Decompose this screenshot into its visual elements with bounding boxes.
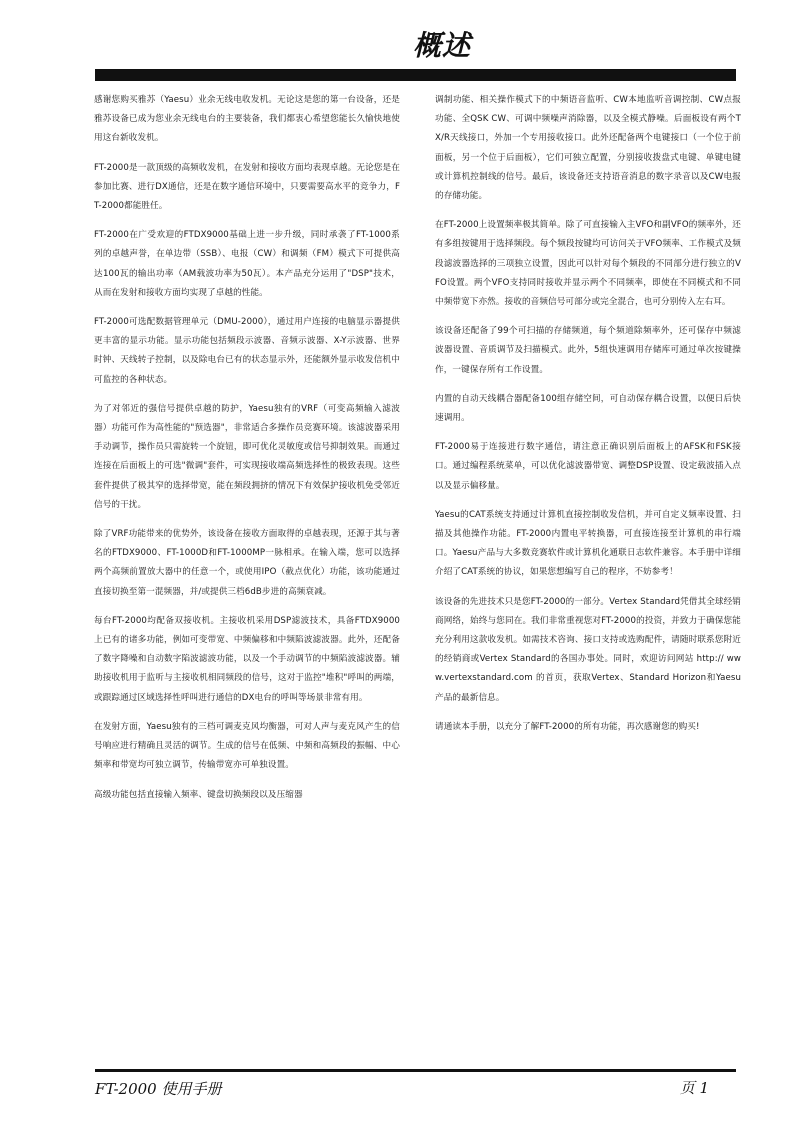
paragraph: 高级功能包括直接输入频率、键盘切换频段以及压缩器 bbox=[94, 789, 303, 800]
paragraph: 该设备还配备了99个可扫描的存储频道，每个频道除频率外，还可保存中频滤波器设置、音质调节及扫描模式。此外，5组快速调用存储库可通过单次按键操作，一键保存所有工作设置。 bbox=[435, 326, 741, 375]
left-column bbox=[94, 91, 400, 815]
paragraph: FT-2000在广受欢迎的FTDX9000基础上进一步升级，同时承袭了FT-1000系列的卓越声誉，在单边带（SSB）、电报（CW）和调频（FM）模式下可提供高达100瓦的输出功率（AM载波功率为50瓦）。本产品充分运用了"DSP"技术，从而在发射和接收方面均实现了卓越的性能。 bbox=[94, 230, 400, 298]
footer-manual-name: FT-2000 使用手册 bbox=[95, 1080, 222, 1098]
right-column bbox=[435, 91, 741, 747]
paragraph: 感谢您购买雅苏（Yaesu）业余无线电收发机。无论这是您的第一台设备，还是雅苏设备已成为您业余无线电台的主要装备，我们都衷心希望您能长久愉快地使用这台新收发机。 bbox=[94, 95, 400, 144]
footer-rule bbox=[95, 1069, 736, 1072]
title-underline-bar bbox=[95, 69, 736, 81]
footer-page-number: 页 1 bbox=[679, 1079, 709, 1097]
paragraph: 在FT-2000上设置频率极其简单。除了可直接输入主VFO和副VFO的频率外，还有多组按键用于选择频段。每个频段按键均可访问关于VFO频率、工作模式及频段滤波器选择的三项独立设置，因此可以针对每个频段的不同部分进行独立的VFO设置。两个VFO支持同时接收并显示两个不同频率，即使在不同模式和不同中频带宽下亦然。接收的音频信号可部分或完全混合，也可分别传入左右耳。 bbox=[435, 220, 741, 308]
page-title: 概述 bbox=[412, 29, 471, 62]
paragraph: 调制功能、相关操作模式下的中频语音监听、CW本地监听音调控制、CW点报功能、全QSK CW、可调中频噪声消除器，以及全模式静噪。后面板设有两个TX/R天线接口，外加一个专用接收接口。此外还配备两个电键接口（一个位于前面板，另一个位于后面板），它们可独立配置，分别接收拨盘式电键、单键电键或计算机控制线的信号。最后，该设备还支持语音消息的数字录音以及CW电报的存储功能。 bbox=[435, 95, 741, 202]
paragraph: FT-2000是一款顶级的高频收发机，在发射和接收方面均表现卓越。无论您是在参加比赛、进行DX通信，还是在数字通信环境中，只要需要高水平的竞争力，FT-2000都能胜任。 bbox=[94, 162, 400, 212]
paragraph: Yaesu的CAT系统支持通过计算机直接控制收发信机，并可自定义频率设置、扫描及其他操作功能。FT-2000内置电平转换器，可直接连接至计算机的串行端口。Yaesu产品与大多数竞赛软件或计算机化通联日志软件兼容。本手册中详细介绍了CAT系统的协议，如果您想编写自己的程序，不妨参考！ bbox=[435, 509, 741, 578]
paragraph: 除了VRF功能带来的优势外，该设备在接收方面取得的卓越表现，还源于其与著名的FTDX9000、FT-1000D和FT-1000MP一脉相承。在输入端，您可以选择两个高频前置放大器中的任意一个，或使用IPO（截点优化）功能，该功能通过直接切换至第一混频器，并/或提供三档6dB步进的高频衰减。 bbox=[94, 529, 400, 597]
paragraph: 为了对邻近的强信号提供卓越的防护，Yaesu独有的VRF（可变高频输入滤波器）功能可作为高性能的"预选器"，非常适合多操作员竞赛环境。该滤波器采用手动调节，操作员只需旋转一个旋钮，即可优化灵敏度或信号抑制效果。而通过连接在后面板上的可选"微调"套件，可实现接收端高频选择性的极致表现。这些套件提供了极其窄的选择带宽，能在频段拥挤的情况下有效保护接收机免受邻近信号的干扰。 bbox=[94, 403, 400, 510]
paragraph: 每台FT-2000均配备双接收机。主接收机采用DSP滤波技术，具备FTDX9000上已有的诸多功能，例如可变带宽、中频偏移和中频陷波滤波器。此外，还配备了数字降噪和自动数字陷波滤波功能，以及一个手动调节的中频陷波滤波器。辅助接收机用于监听与主接收机相同频段的信号，这对于监控"堆积"呼叫的两端，或跟踪通过区域选择性呼叫进行通信的DX电台的呼叫等场景非常有用。 bbox=[94, 615, 400, 703]
paragraph: 在发射方面，Yaesu独有的三档可调麦克风均衡器，可对人声与麦克风产生的信号响应进行精确且灵活的调节。生成的信号在低频、中频和高频段的振幅、中心频率和带宽均可独立调节，传输带宽亦可单独设置。 bbox=[94, 721, 400, 771]
paragraph: 内置的自动天线耦合器配备100组存储空间，可自动保存耦合设置，以便日后快速调用。 bbox=[435, 393, 741, 424]
paragraph: FT-2000可选配数据管理单元（DMU-2000），通过用户连接的电脑显示器提供更丰富的显示功能。显示功能包括频段示波器、音频示波器、X-Y示波器、世界时钟、天线转子控制，以及除电台已有的状态显示外，还能额外显示收发信机中可监控的各种状态。 bbox=[94, 317, 400, 385]
paragraph: 请通读本手册，以充分了解FT-2000的所有功能，再次感谢您的购买! bbox=[435, 721, 700, 732]
paragraph: 该设备的先进技术只是您FT-2000的一部分。Vertex Standard凭借其全球经销商网络，始终与您同在。我们非常重视您对FT-2000的投资，并致力于确保您能充分利用这款收发机。如需技术咨询、接口支持或选购配件，请随时联系您附近的经销商或Vertex Standard的各国办事处。同时，欢迎访问网站 http:// www.vertexstandard.com 的首页，获取Vertex、Standard Horizon和Yaesu产品的最新信息。 bbox=[435, 596, 741, 703]
paragraph: FT-2000易于连接进行数字通信，请注意正确识别后面板上的AFSK和FSK接口。通过编程系统菜单，可以优化滤波器带宽、调整DSP设置、设定载波插入点以及显示偏移量。 bbox=[435, 442, 741, 491]
